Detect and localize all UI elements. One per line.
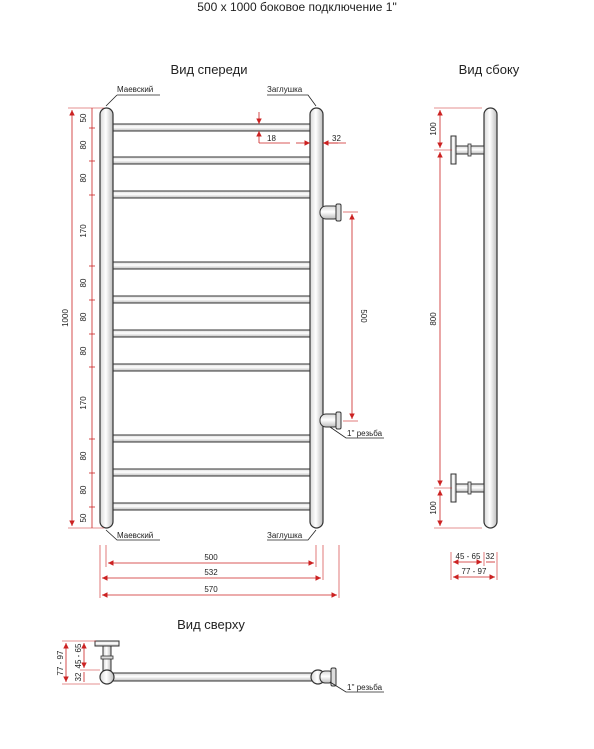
side-view-title: Вид сбоку xyxy=(458,62,520,77)
top-dim-wall-gap-value: 45 - 65 xyxy=(74,643,83,669)
front-view xyxy=(61,85,384,598)
connection-fitting-top xyxy=(320,204,341,221)
label-thread-top: 1'' резьба xyxy=(347,683,383,692)
drawing-title: 500 x 1000 боковое подключение 1" xyxy=(197,0,397,14)
side-dim-vertical xyxy=(429,108,482,528)
side-dim-depth-value: 77 - 97 xyxy=(461,567,487,576)
label-mayevsky-bottom: Маевский xyxy=(117,531,154,540)
crossbar-9 xyxy=(108,469,314,476)
leader-plug-top xyxy=(267,95,316,106)
dim-rail-diameter-value: 18 xyxy=(267,134,276,143)
side-dim-mount-spacing-value: 800 xyxy=(429,312,438,326)
top-dim-pipe-value: 32 xyxy=(74,672,83,682)
crossbar-1 xyxy=(108,124,314,131)
dim-seg-4: 170 xyxy=(79,224,88,238)
wall-mount-top xyxy=(451,136,484,164)
label-mayevsky-top: Маевский xyxy=(117,85,154,94)
side-dim-wall-gap-value: 45 - 65 xyxy=(455,552,481,561)
crossbar-3 xyxy=(108,191,314,198)
top-view-title: Вид сверху xyxy=(177,617,245,632)
dim-seg-3: 80 xyxy=(79,173,88,183)
top-dim-depth-value: 77 - 97 xyxy=(56,650,65,676)
side-view xyxy=(429,108,497,580)
left-vertical-pipe xyxy=(100,108,113,528)
dim-seg-1: 50 xyxy=(79,113,88,123)
dim-seg-11: 50 xyxy=(79,513,88,523)
dim-width-pipes-value: 532 xyxy=(204,568,218,577)
dim-seg-8: 170 xyxy=(79,396,88,410)
crossbar-10 xyxy=(108,503,314,510)
crossbar-8 xyxy=(108,435,314,442)
dim-connection-spacing xyxy=(343,212,368,421)
top-wall-plate xyxy=(95,641,119,646)
dim-seg-5: 80 xyxy=(79,278,88,288)
dim-seg-6: 80 xyxy=(79,312,88,322)
crossbar-2 xyxy=(108,157,314,164)
right-vertical-pipe xyxy=(310,108,323,528)
dim-total-height-value: 1000 xyxy=(61,309,70,327)
dim-connection-spacing-value: 500 xyxy=(359,309,368,323)
crossbar-4 xyxy=(108,262,314,269)
connection-fitting-bottom xyxy=(320,412,341,429)
side-dim-bottom-offset-value: 100 xyxy=(429,501,438,515)
top-rail xyxy=(106,673,320,681)
crossbar-6 xyxy=(108,330,314,337)
dim-vertical-chain xyxy=(61,108,104,528)
crossbars xyxy=(108,124,314,510)
leader-mayevsky-top xyxy=(106,95,160,106)
top-view xyxy=(56,641,384,692)
side-vertical-pipe xyxy=(484,108,497,528)
crossbar-5 xyxy=(108,296,314,303)
dim-width-axis-value: 500 xyxy=(204,553,218,562)
top-left-pipe xyxy=(100,670,114,684)
label-plug-bottom: Заглушка xyxy=(267,531,303,540)
dim-seg-7: 80 xyxy=(79,346,88,356)
dim-pipe-diameter-value: 32 xyxy=(332,134,341,143)
dim-seg-2: 80 xyxy=(79,140,88,150)
crossbar-7 xyxy=(108,364,314,371)
side-dim-pipe-value: 32 xyxy=(485,552,495,561)
label-plug-top: Заглушка xyxy=(267,85,303,94)
front-view-title: Вид спереди xyxy=(170,62,248,77)
dim-seg-10: 80 xyxy=(79,485,88,495)
label-thread-front: 1'' резьба xyxy=(347,429,383,438)
wall-mount-bottom xyxy=(451,474,484,502)
dim-width-total-value: 570 xyxy=(204,585,218,594)
dim-widths xyxy=(100,545,339,598)
top-dims xyxy=(56,641,100,684)
side-dim-horizontal xyxy=(451,552,497,580)
dim-seg-9: 80 xyxy=(79,451,88,461)
side-dim-top-offset-value: 100 xyxy=(429,122,438,136)
